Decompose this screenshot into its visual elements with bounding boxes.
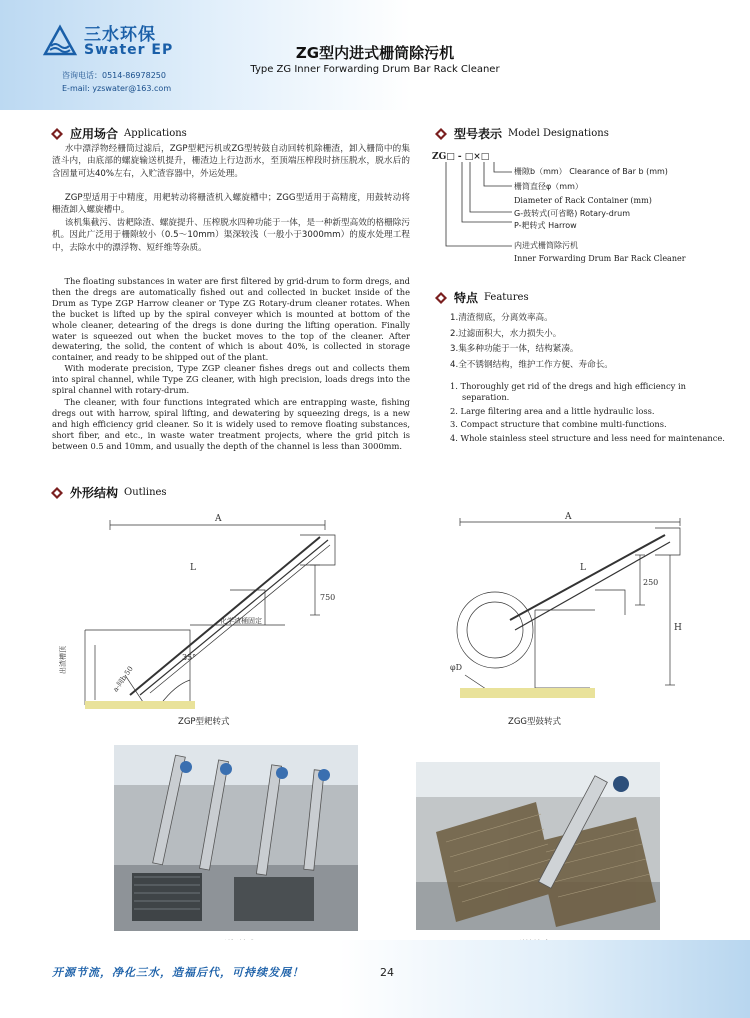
feature-en-item: 2. Large filtering area and a little hydraulic loss. [450, 405, 655, 416]
drawing-caption-right: ZGG型鼓转式 [508, 717, 561, 727]
zgp-photo [114, 745, 358, 931]
feature-cn-item: 4.全不锈钢结构，维护工作方便、寿命长。 [450, 359, 613, 370]
applications-en-para-1: The floating substances in water are first filtered by grid-drum to form dregs, and then the dregs are automatically fished out and collected in bucket inside of the Drum as Type ZGP Harrow cleaner or Type ZG Rotary-drum cleaner rotates. When the bucket is lifted up by the spiral conveyer which is mounted at bottom of the whole cleaner, detearing of the dregs is done during the lifting operation. Finally water is squeezed out when the bucket moves to the top of the cleaner. After dewatering, the solid, the content of which is about 40%, is collected in storage container, and ready to be shipped out of the plant. [52, 276, 410, 363]
drawing-caption-left: ZGP型耙转式 [178, 717, 230, 727]
dim-label-h: H [674, 623, 682, 633]
page-subtitle: Type ZG Inner Forwarding Drum Bar Rack Cleaner [250, 64, 500, 75]
feature-en-item: 4. Whole stainless steel structure and less need for maintenance. [450, 433, 725, 444]
dim-label-l: L [190, 563, 196, 573]
footer-slogan: 开源节流，净化三水，造福后代，可持续发展！ [52, 966, 304, 979]
applications-heading-cn: 应用场合 [70, 127, 119, 141]
label-width: a-间b 50 [111, 664, 135, 694]
applications-cn-para-2: ZGP型适用于中精度，用耙转动将栅渣机入螺旋槽中；ZGG型适用于高精度，用鼓转动将栅渣卸入螺旋槽中。 [52, 193, 410, 216]
dim-label-250: 250 [643, 578, 659, 587]
label-channel: 出渣槽顶 [59, 646, 67, 674]
applications-heading [50, 125, 187, 142]
applications-heading-en: Applications [124, 128, 187, 139]
feature-en-item: 3. Compact structure that combine multi-functions. [450, 419, 667, 430]
dim-label-750: 750 [320, 593, 336, 602]
model-label-rotary [514, 208, 630, 219]
outlines-heading-cn: 外形结构 [70, 486, 119, 500]
feature-cn-item: 2.过滤面积大，水力损失小。 [450, 328, 562, 339]
dim-label-l: L [580, 563, 586, 573]
model-label-type-cn: 内进式栅筒除污机 [514, 241, 578, 250]
label-phi: φD [450, 663, 463, 672]
feature-cn-item: 1.清渣彻底，分离效率高。 [450, 313, 553, 323]
features-list-cn [450, 311, 613, 373]
diamond-bullet-icon [434, 127, 448, 141]
dim-label-angle: 35° [182, 653, 197, 662]
model-label-harrow-en: Harrow [548, 221, 577, 230]
model-heading-en: Model Designations [508, 128, 609, 139]
model-heading-cn: 型号表示 [454, 127, 503, 141]
applications-en-para-3: The cleaner, with four functions integrated which are entrapping waste, fishing dregs out with harrow, spiral lifting, and dewatering by squeezing dregs, is a new and high efficiency grid cleaner. So it is widely used to remove floating substances, short fiber, and etc., in waste water treatment projects, where the grid pitch is between 0.5 and 10mm, and usually the depth of the channel is less than 3000mm. [52, 397, 410, 451]
label-storage: 化学渣桶固定 [220, 617, 262, 625]
applications-cn-para-1: 水中漂浮物经栅筒过滤后，ZGP型耙污机或ZG型转鼓自动回转机除栅渣，卸入栅筒中的集渣斗内，由底部的螺旋输送机提升，栅渣边上行边沥水，至顶端压榨段时挤压脱水，脱水后的含固量可达40%左右，入贮渣容器中，外运处理。 [52, 144, 410, 179]
features-list-en [450, 381, 730, 447]
features-heading-en: Features [484, 292, 529, 303]
dim-label-a: A [565, 512, 572, 522]
page-title: ZG型内进式栅筒除污机 [295, 44, 455, 62]
diamond-bullet-icon [50, 486, 64, 500]
model-label-harrow-cn: P-耙转式 [514, 221, 546, 230]
zgg-outline-drawing [440, 510, 700, 710]
model-label-clearance [514, 166, 668, 177]
model-label-type-en: Inner Forwarding Drum Bar Rack Cleaner [514, 254, 686, 263]
features-heading-cn: 特点 [454, 291, 479, 305]
feature-en-item: 1. Thoroughly get rid of the dregs and high efficiency in separation. [450, 381, 686, 402]
model-heading [434, 125, 609, 142]
zgp-outline-drawing [59, 505, 360, 710]
contact-phone: 咨询电话：0514-86978250 [62, 71, 166, 80]
outlines-heading [50, 484, 167, 501]
model-label-rotary-en: Rotary-drum [579, 209, 631, 218]
contact-email: E-mail: yzswater@163.com [62, 84, 172, 93]
model-label-diameter-cn: 栅筒直径φ（mm） [514, 182, 583, 191]
applications-en-para-2: With moderate precision, Type ZGP cleaner fishes dregs out and collects them into spiral channel, while Type ZG cleaner, with high precision, loads dregs into the spiral channel with rotary-drum. [52, 363, 410, 395]
feature-cn-item: 3.集多种功能于一体，结构紧凑。 [450, 344, 579, 354]
features-heading [434, 289, 529, 306]
model-label-harrow [514, 220, 577, 231]
logo-text-en: Swater EP [84, 42, 174, 58]
diamond-bullet-icon [50, 127, 64, 141]
page-number: 24 [380, 966, 394, 979]
applications-cn-para-3: 该机集截污、齿耙除渣、螺旋提升、压榨脱水四种功能于一体，是一种新型高效的格栅除污机。因此广泛用于栅隙较小（0.5～10mm）渠深较浅（一般小于3000mm）的废水处理工程中，去除水中的漂浮物、短纤维等杂质。 [52, 218, 410, 253]
model-label-diameter-en: Diameter of Rack Container (mm) [514, 196, 652, 205]
model-code: ZG□ - □×□ [432, 152, 490, 162]
model-label-rotary-cn: G-鼓转式(可省略) [514, 209, 578, 218]
diamond-bullet-icon [434, 291, 448, 305]
model-label-clearance-cn: 栅隙b（mm） [514, 167, 567, 176]
dim-label-a: A [215, 514, 222, 524]
outlines-heading-en: Outlines [124, 487, 167, 498]
model-label-clearance-en: Clearance of Bar b (mm) [569, 167, 668, 176]
zgg-photo [416, 762, 660, 930]
logo-text-cn: 三水环保 [84, 25, 156, 45]
